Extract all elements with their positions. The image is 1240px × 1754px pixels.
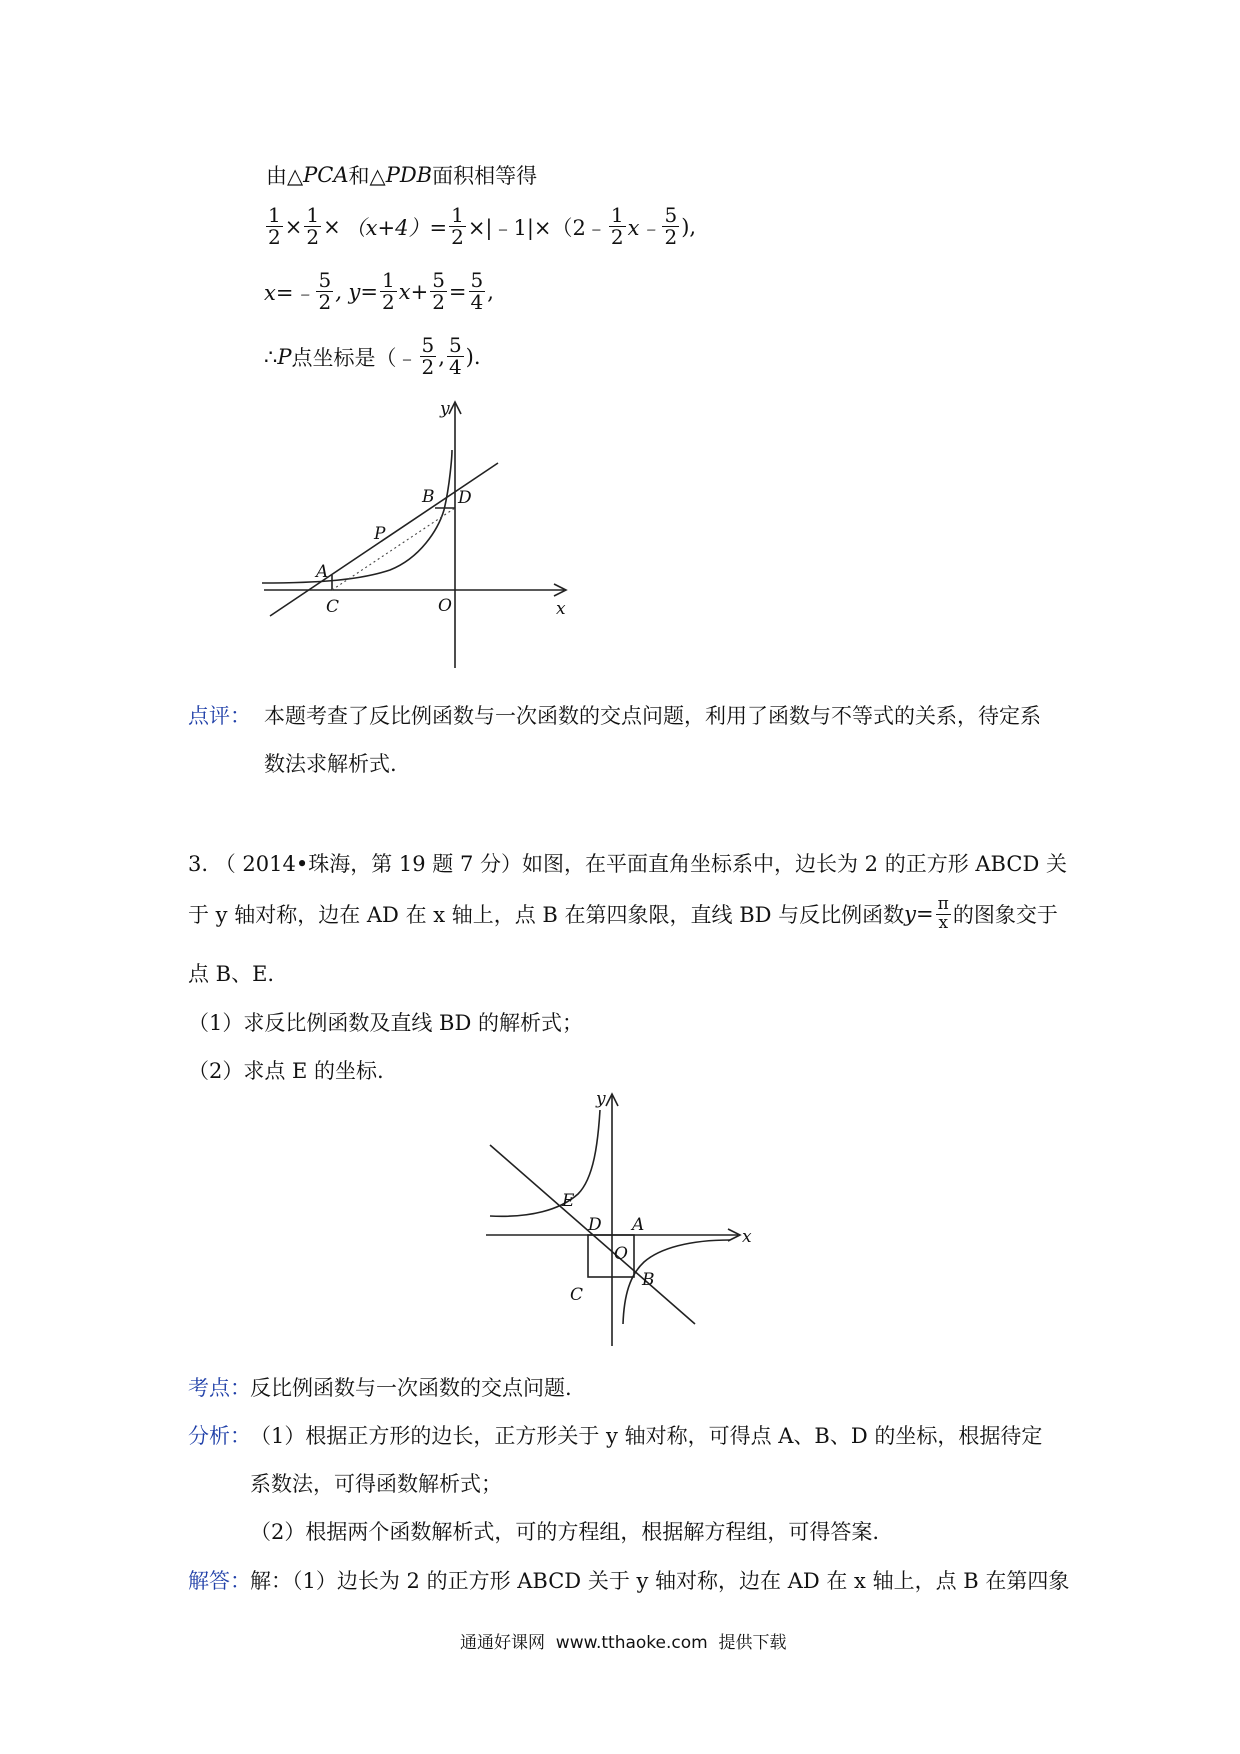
comment-label: 点评： xyxy=(188,704,251,728)
text-fragment: 的图象交于 xyxy=(952,903,1058,928)
figure-2-graph xyxy=(480,1090,770,1350)
label-b: B xyxy=(642,1270,655,1290)
label-y: y xyxy=(440,400,450,419)
text-fragment: , y= xyxy=(335,279,378,304)
text-fragment: x+ xyxy=(398,279,429,304)
fraction-five-halves: $\frac{5}{2}$ xyxy=(318,268,332,314)
area-equation: $\frac{1}{2}$ × $\frac{1}{2}$ × （x+4）= $\frac{1}{2}$ ×|﹣1|×（2﹣ $\frac{1}{2}$ x﹣ $\frac{5}{2}$ ), xyxy=(268,203,697,249)
fraction-five-quarters: $\frac{5}{4}$ xyxy=(470,268,484,314)
text-fragment: 和△ xyxy=(348,164,386,188)
label-d: D xyxy=(588,1215,602,1235)
comment-line-2: 数法求解析式. xyxy=(264,752,397,776)
triangle-pdb-label: PDB xyxy=(385,163,433,187)
page-footer: 通通好课网 www.tthaoke.com 提供下载 xyxy=(460,1633,787,1653)
fenxi-line-2: 系数法，可得函数解析式； xyxy=(250,1472,502,1496)
fenxi-line-3: （2）根据两个函数解析式，可的方程组，根据解方程组，可得答案. xyxy=(250,1520,880,1544)
text-fragment: 于 y 轴对称，边在 AD 在 x 轴上，点 B 在第四象限，直线 BD 与反比例函数 xyxy=(188,903,905,928)
text-fragment: y= xyxy=(904,902,934,927)
fraction-pi-over-x: $\frac{\pi}{x}$ xyxy=(937,894,949,933)
question-2: （2）求点 E 的坐标. xyxy=(188,1059,384,1083)
label-y: y xyxy=(596,1090,606,1109)
kaodian-label: 考点： xyxy=(188,1376,251,1400)
label-o: O xyxy=(614,1244,628,1264)
text-fragment: （x+4）= xyxy=(344,215,448,240)
dotted-segment-cd xyxy=(332,508,455,590)
hyperbola-branch xyxy=(262,450,452,583)
label-b: B xyxy=(422,487,435,507)
jieda-text: 解：（1）边长为 2 的正方形 ABCD 关于 y 轴对称，边在 AD 在 x 轴上，点 B 在第四象 xyxy=(250,1569,1070,1593)
label-a: A xyxy=(632,1215,645,1235)
hyperbola-branch-lower-right xyxy=(623,1240,730,1324)
fraction-five-halves: $\frac{5}{2}$ xyxy=(664,203,678,249)
question-1: （1）求反比例函数及直线 BD 的解析式； xyxy=(188,1011,583,1035)
fenxi-label: 分析： xyxy=(188,1424,251,1448)
therefore-symbol: ∴ xyxy=(264,344,278,369)
label-e: E xyxy=(562,1191,575,1211)
fenxi-line-1: （1）根据正方形的边长，正方形关于 y 轴对称，可得点 A、B、D 的坐标，根据待定 xyxy=(250,1424,1043,1448)
fraction-five-halves: $\frac{5}{2}$ xyxy=(421,333,435,379)
triangle-pca-label: PCA xyxy=(303,163,349,187)
jieda-label: 解答： xyxy=(188,1569,251,1593)
fraction-half: $\frac{1}{2}$ xyxy=(610,203,624,249)
solution-x-y: x=﹣ $\frac{5}{2}$ , y= $\frac{1}{2}$ x+ $\frac{5}{2}$ = $\frac{5}{4}$ , xyxy=(264,268,494,314)
kaodian-text: 反比例函数与一次函数的交点问题. xyxy=(250,1376,572,1400)
fraction-half: $\frac{1}{2}$ xyxy=(451,203,464,249)
point-p-coordinates: ∴ P 点坐标是（﹣ $\frac{5}{2}$ , $\frac{5}{4}$ ). xyxy=(264,333,481,379)
comment-line-1: 本题考查了反比例函数与一次函数的交点问题，利用了函数与不等式的关系，待定系 xyxy=(264,704,1041,728)
area-equality-statement xyxy=(266,160,537,190)
label-o: O xyxy=(438,596,452,616)
fraction-half: $\frac{1}{2}$ xyxy=(306,203,320,249)
problem-3-line-1: 3. （ 2014•珠海，第 19 题 7 分）如图，在平面直角坐标系中，边长为 2 的正方形 ABCD 关 xyxy=(188,852,1067,876)
label-x: x xyxy=(742,1227,752,1247)
fraction-half: $\frac{1}{2}$ xyxy=(268,203,281,249)
text-fragment: 面积相等得 xyxy=(432,164,538,188)
label-c: C xyxy=(570,1285,584,1305)
problem-3-line-3: 点 B、E. xyxy=(188,962,275,986)
figure-1-graph xyxy=(260,400,580,680)
text-fragment: 点坐标是（﹣ xyxy=(291,345,418,370)
text-fragment: x=﹣ xyxy=(264,280,315,305)
point-p-label: P xyxy=(277,344,292,369)
label-p: P xyxy=(374,524,386,544)
hyperbola-branch-upper-left xyxy=(490,1110,600,1216)
label-x: x xyxy=(556,599,566,619)
fraction-five-quarters: $\frac{5}{4}$ xyxy=(448,333,462,379)
label-a: A xyxy=(316,562,329,582)
problem-3-line-2 xyxy=(188,896,1058,933)
label-d: D xyxy=(458,488,472,508)
label-c: C xyxy=(326,597,340,617)
fraction-five-halves: $\frac{5}{2}$ xyxy=(432,268,445,314)
text-fragment: ×|﹣1|×（2﹣ xyxy=(467,215,607,240)
text-fragment: x﹣ xyxy=(627,215,661,240)
fraction-half: $\frac{1}{2}$ xyxy=(382,268,395,314)
text-fragment: 由△ xyxy=(266,164,304,188)
